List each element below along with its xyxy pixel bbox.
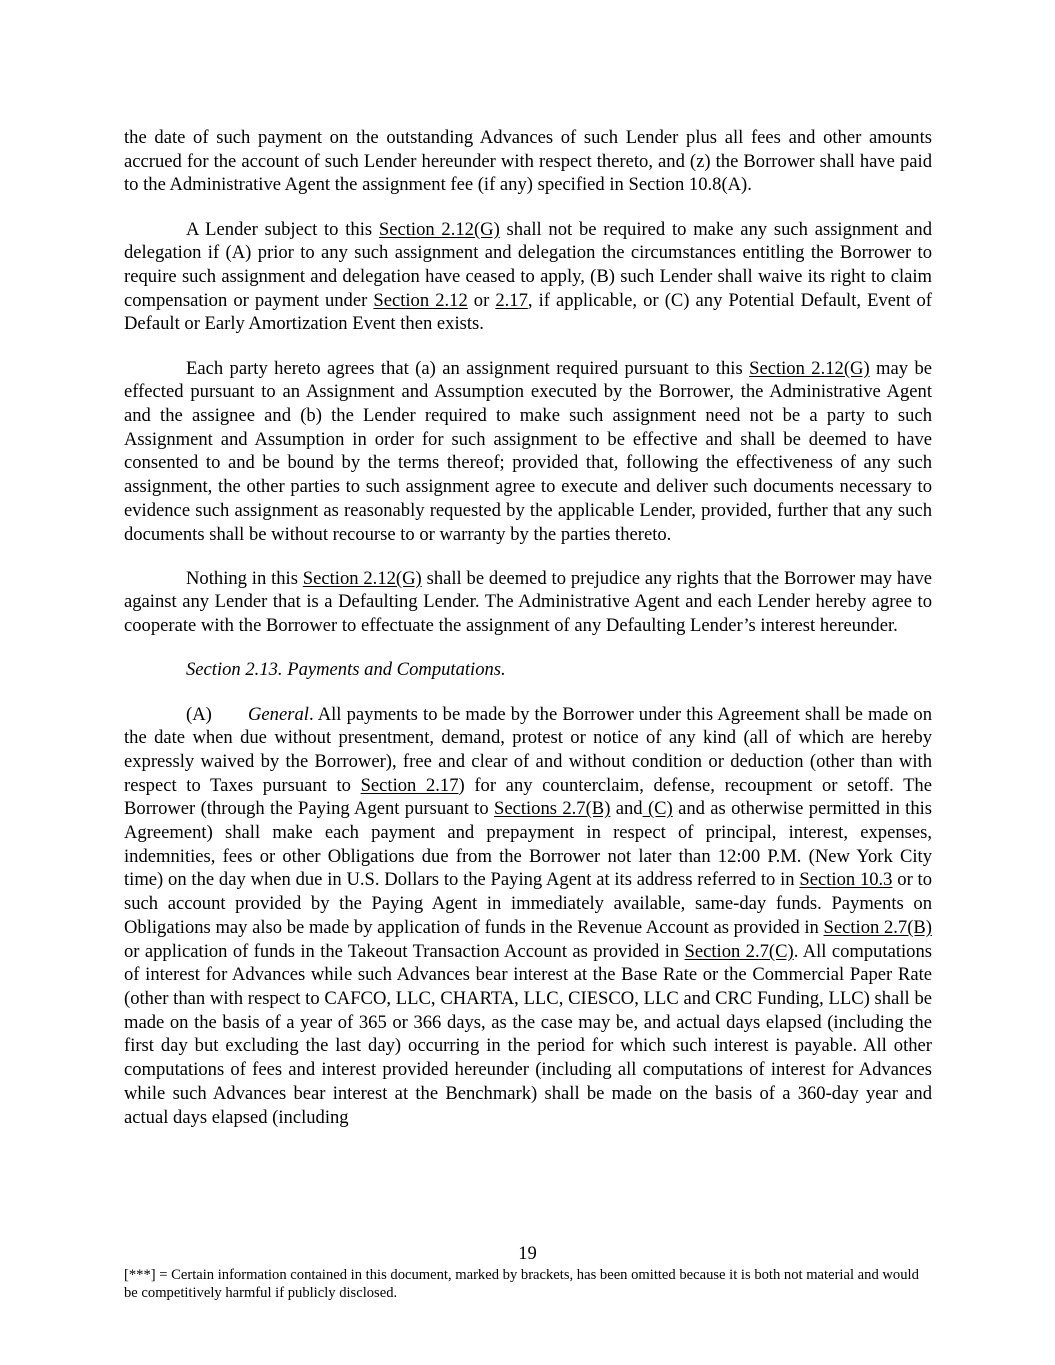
page-number: 19	[518, 1243, 537, 1264]
section-reference: Sections 2.7(B)	[494, 798, 611, 820]
section-reference: Section 2.12(G)	[749, 357, 870, 379]
section-reference: Section 2.7(B)	[823, 916, 933, 938]
section-reference: Section 2.17	[360, 774, 459, 796]
paragraph-lender-assignment-exceptions: A Lender subject to this Section 2.12(G) shall not be required to make any such assignment and delegation if (A) prior to any such assignment and delegation the circumstances entitling the Borrower to require such assignment and delegation have ceased to apply, (B) such Lender shall waive its right to claim compensation or payment under Section 2.12 or 2.17, if applicable, or (C) any Potential Default, Event of Default or Early Amortization Event then exists.	[124, 218, 932, 335]
paragraph-defaulting-lender: Nothing in this Section 2.12(G) shall be deemed to prejudice any rights that the Borrower may have against any Lender that is a Defaulting Lender. The Administrative Agent and each Lender hereby agree to cooperate with the Borrower to effectuate the assignment of any Defaulting Lender’s interest hereunder.	[124, 567, 933, 637]
section-reference: 2.17	[495, 289, 528, 311]
paragraph-general-payments: (A) General. All payments to be made by the Borrower under this Agreement shall be made on the date when due without presentment, demand, protest or notice of any kind (all of which are hereby expressly waived by the Borrower), free and clear of and without condition or deduction (other than with respect to Taxes pursuant to Section 2.17) for any counterclaim, defense, recoupment or setoff. The Borrower (through the Paying Agent pursuant to Sections 2.7(B) and (C) and as otherwise permitted in this Agreement) shall make each payment and prepayment in respect of principal, interest, expenses, indemnities, fees or other Obligations due from the Borrower not later than 12:00 P.M. (New York City time) on the day when due in U.S. Dollars to the Paying Agent at its address referred to in Section 10.3 or to such account provided by the Paying Agent in immediately available, same-day funds. Payments on Obligations may also be made by application of funds in the Revenue Account as provided in Section 2.7(B) or application of funds in the Takeout Transaction Account as provided in Section 2.7(C). All computations of interest for Advances while such Advances bear interest at the Base Rate or the Commercial Paper Rate (other than with respect to CAFCO, LLC, CHARTA, LLC, CIESCO, LLC and CRC Funding, LLC) shall be made on the basis of a year of 365 or 366 days, as the case may be, and actual days elapsed (including the first day but excluding the last day) occurring in the period for which such interest is payable. All other computations of fees and interest provided hereunder (including all computations of interest for Advances while such Advances bear interest at the Benchmark) shall be made on the basis of a 360-day year and actual days elapsed (including	[124, 703, 933, 1128]
paragraph-continuation: the date of such payment on the outstanding Advances of such Lender plus all fees and other amounts accrued for the account of such Lender hereunder with respect thereto, and (z) the Borrower shall have paid to the Administrative Agent the assignment fee (if any) specified in Section 10.8(A).	[124, 127, 932, 196]
section-reference: (C)	[642, 798, 673, 820]
section-reference: Section 2.12	[373, 289, 468, 311]
clause-label: (A)	[186, 703, 212, 725]
section-heading: Section 2.13. Payments and Computations.	[186, 659, 506, 681]
section-reference: Section 2.7(C)	[684, 940, 794, 962]
document-body	[124, 126, 932, 1150]
clause-title: General	[248, 703, 309, 725]
section-reference: Section 2.12(G)	[302, 567, 422, 589]
confidentiality-footnote: [***] = Certain information contained in this document, marked by brackets, has been omitted because it is both not material and would be competitively harmful if publicly disclosed.	[124, 1267, 919, 1301]
section-reference: Section 10.3	[799, 869, 893, 891]
section-reference: Section 2.12(G)	[378, 218, 500, 240]
paragraph-assignment-and-assumption: Each party hereto agrees that (a) an assignment required pursuant to this Section 2.12(G) may be effected pursuant to an Assignment and Assumption executed by the Borrower, the Administrative Agent and the assignee and (b) the Lender required to make such assignment need not be a party to such Assignment and Assumption in order for such assignment to be effective and shall be deemed to have consented to and be bound by the terms thereof; provided that, following the effectiveness of any such assignment, the other parties to such assignment agree to execute and deliver such documents necessary to evidence such assignment as reasonably requested by the applicable Lender, provided, further that any such documents shall be without recourse to or warranty by the parties thereto.	[124, 357, 933, 545]
